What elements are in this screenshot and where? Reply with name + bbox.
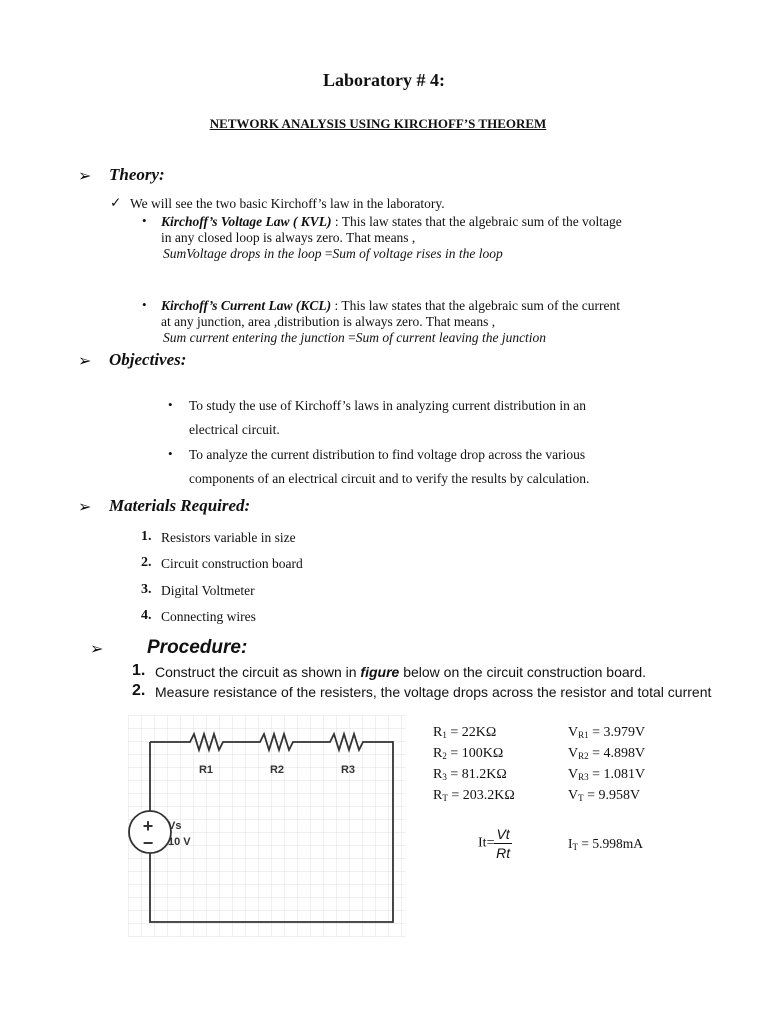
kvl-formula [163, 246, 503, 262]
kcl-formula-right: Sum of current leaving the junction [355, 330, 547, 345]
kcl-name: Kirchoff’s Current Law (KCL) [161, 298, 332, 313]
r3-label: R3 [340, 764, 356, 776]
arrow-bullet-icon: ➢ [78, 353, 92, 370]
r2-label: R2 [269, 764, 285, 776]
step-1-pre: Construct the circuit as shown in [155, 664, 361, 680]
kcl-line-2: at any junction, area ,distribution is always zero. That means , [161, 314, 496, 329]
objective-1-line-1: To study the use of Kirchoff’s laws in analyzing current distribution in an [189, 398, 586, 413]
objective-2-line-2: components of an electrical circuit and to verify the results by calculation. [189, 471, 590, 486]
kvl-name: Kirchoff’s Voltage Law ( KVL) [161, 214, 332, 229]
document-subtitle: NETWORK ANALYSIS USING KIRCHOFF’S THEOREM [209, 116, 547, 131]
objective-2-line-1: To analyze the current distribution to find voltage drop across the various [189, 447, 586, 462]
resistance-r3: $R_3 = 81.2K\Omega$ [433, 767, 507, 782]
step-1-post: below on the circuit construction board. [399, 664, 647, 680]
bullet-icon: • [142, 213, 147, 228]
material-item: Resistors variable in size [161, 530, 296, 545]
current-formula [478, 825, 512, 862]
kcl-formula-left: Sum current entering the junction [163, 330, 345, 345]
circuit-figure [128, 715, 406, 937]
circuit-diagram [128, 715, 406, 937]
resistance-rt: $R_T = 203.2K\Omega$ [433, 788, 515, 803]
material-item: Digital Voltmeter [161, 583, 255, 598]
arrow-bullet-icon: ➢ [78, 499, 92, 516]
voltage-total: $V_T = 9.958V$ [568, 788, 641, 803]
voltage-r2: $V_{R2} = 4.898V$ [568, 746, 646, 761]
material-num: 2. [141, 555, 152, 570]
r1-label: R1 [198, 764, 214, 776]
voltage-r3: $V_{R3} = 1.081V$ [568, 767, 646, 782]
theory-heading: Theory: [109, 165, 165, 184]
current-total: $I_T = 5.998mA$ [568, 836, 643, 852]
check-icon: ✓ [110, 195, 122, 210]
bullet-icon: • [142, 297, 147, 312]
procedure-step-num: 1. [132, 662, 146, 679]
kcl-line-1 [161, 298, 620, 314]
material-num: 4. [141, 608, 152, 623]
material-item: Connecting wires [161, 609, 256, 624]
procedure-step-1 [155, 664, 646, 680]
objectives-heading: Objectives: [109, 350, 187, 369]
material-num: 3. [141, 582, 152, 597]
it-label: It [478, 835, 487, 851]
material-num: 1. [141, 529, 152, 544]
source-name: Vs [168, 820, 182, 832]
procedure-heading: Procedure: [147, 637, 248, 658]
procedure-step-2: Measure resistance of the resisters, the voltage drops across the resistor and total current [155, 684, 712, 700]
voltage-r1: $V_{R1} = 3.979V$ [568, 725, 646, 740]
kvl-desc-1: : This law states that the algebraic sum of the voltage [331, 214, 622, 229]
objective-1-line-2: electrical circuit. [189, 422, 280, 437]
it-fraction: $\frac{Vt}{Rt}$ [496, 826, 511, 861]
resistance-r1: $R_1 = 22K\Omega$ [433, 725, 497, 740]
bullet-icon: • [168, 397, 173, 412]
kvl-formula-eq: = [324, 246, 333, 261]
bullet-icon: • [168, 446, 173, 461]
kvl-formula-right: Sum of voltage rises in the loop [332, 246, 503, 261]
materials-heading: Materials Required: [109, 496, 251, 515]
kvl-line-1 [161, 214, 622, 230]
arrow-bullet-icon: ➢ [78, 168, 92, 185]
arrow-bullet-icon: ➢ [90, 641, 104, 658]
kcl-formula-eq: = [348, 330, 356, 345]
source-value: 10 V [168, 836, 191, 848]
kvl-line-2: in any closed loop is always zero. That means , [161, 230, 416, 245]
step-1-em: figure [360, 664, 400, 680]
document-title: Laboratory # 4: [323, 70, 445, 90]
source-plus: + [142, 816, 154, 836]
resistance-r2: $R_2 = 100K\Omega$ [433, 746, 504, 761]
kcl-formula [163, 330, 546, 346]
source-minus: − [142, 833, 154, 853]
it-eq: = [486, 835, 495, 851]
kvl-formula-left: SumVoltage drops in the loop [163, 246, 322, 261]
procedure-step-num: 2. [132, 682, 146, 699]
theory-intro: We will see the two basic Kirchoff’s law in the laboratory. [130, 196, 445, 211]
kcl-desc-1: : This law states that the algebraic sum of the current [331, 298, 620, 313]
material-item: Circuit construction board [161, 556, 303, 571]
